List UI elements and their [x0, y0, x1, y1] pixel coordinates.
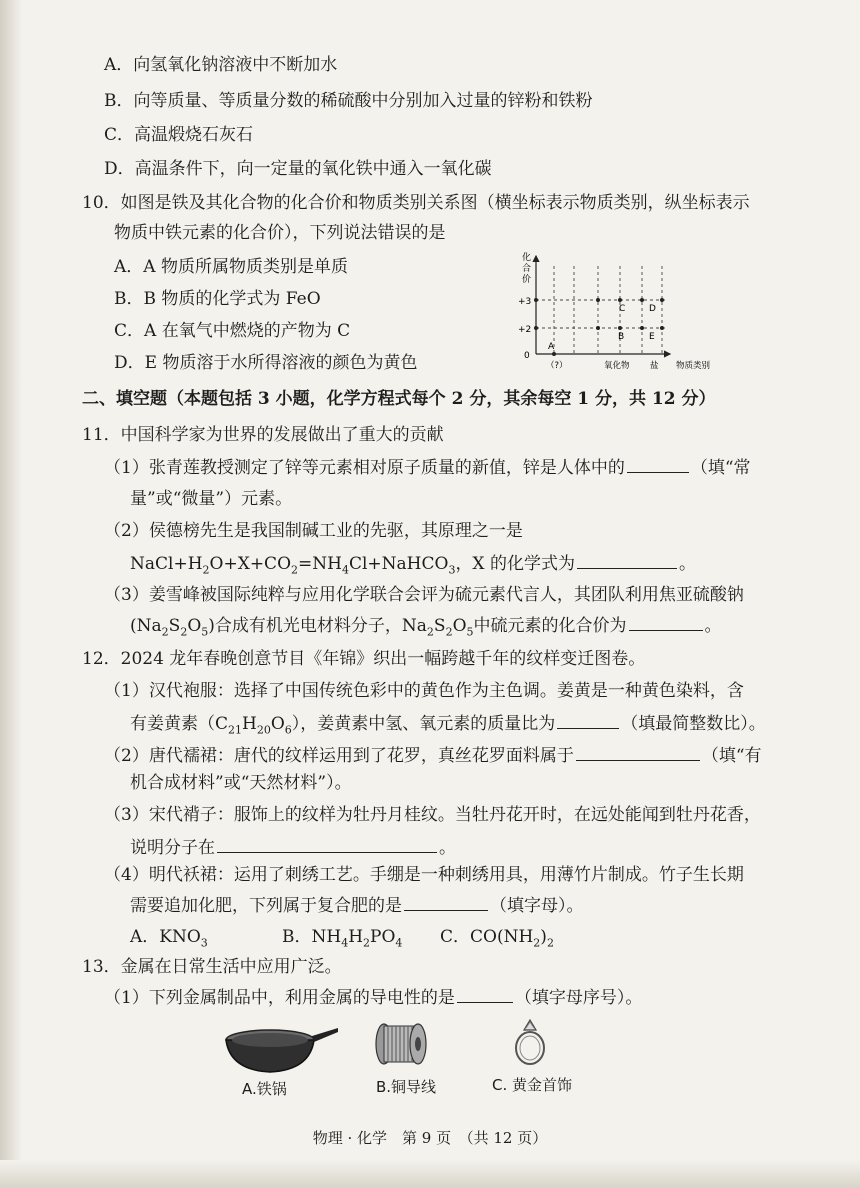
- q11-part1-line2: 量”或“微量”）元素。: [130, 489, 293, 509]
- dot-e-col: [640, 326, 644, 330]
- q11-part2-equation: $NaCl+H_2O+X+CO_2=NH_4Cl+NaHCO_3$，X 的化学式为 。: [130, 554, 696, 577]
- point-label-c: C: [619, 304, 626, 314]
- q10-stem-line1: 10．如图是铁及其化合物的化合价和物质类别关系图（横坐标表示物质类别，纵坐标表示: [82, 193, 750, 213]
- point-label-b: B: [618, 332, 625, 342]
- dot-y-plus3: [534, 298, 538, 302]
- q10-stem-line2: 物质中铁元素的化合价），下列说法错误的是: [114, 223, 446, 243]
- q12-part4-line1: （4）明代袄裙：运用了刺绣工艺。手绷是一种刺绣用具，用薄竹片制成。竹子生长期: [104, 865, 744, 885]
- q12-option-c: C．$CO(NH_2)_2$: [440, 927, 554, 950]
- y-tick-plus2: +2: [518, 325, 532, 335]
- x-label-unknown: （?）: [546, 361, 568, 371]
- answer-blank-12-4[interactable]: [404, 894, 488, 911]
- x-label-salt: 盐: [650, 361, 659, 371]
- page-shadow-left: [0, 0, 22, 1188]
- q9-option-c: C．高温煅烧石灰石: [104, 125, 254, 145]
- q12-option-a: A．$KNO_3$: [130, 927, 208, 950]
- y-tick-zero: 0: [524, 351, 530, 361]
- q9-option-b: B．向等质量、等质量分数的稀硫酸中分别加入过量的锌粉和铁粉: [104, 91, 593, 111]
- q12-part2-line2: 机合成材料”或“天然材料”）。: [130, 773, 352, 793]
- q11-stem: 11．中国科学家为世界的发展做出了重大的贡献: [82, 425, 444, 445]
- section-heading: 二、填空题（本题包括 3 小题，化学方程式每个 2 分，其余每空 1 分，共 12 分）: [82, 389, 716, 409]
- q12-part1-line1: （1）汉代袍服：选择了中国传统色彩中的黄色作为主色调。姜黄是一种黄色染料，含: [104, 681, 744, 701]
- page-shadow-bottom: [0, 1160, 860, 1188]
- caption-c: C. 黄金首饰: [492, 1076, 573, 1094]
- y-axis-title-char2: 合: [522, 264, 532, 274]
- answer-blank-11-1[interactable]: [627, 456, 689, 473]
- dot-e: [660, 326, 664, 330]
- x-axis-title: 物质类别: [676, 361, 711, 371]
- answer-blank-12-2[interactable]: [576, 744, 700, 761]
- answer-blank-13-1[interactable]: [457, 986, 513, 1003]
- q11-part1-hint: （填“常: [690, 458, 751, 478]
- q9-option-a: A．向氢氧化钠溶液中不断加水: [104, 55, 338, 75]
- point-label-d: D: [649, 304, 656, 314]
- dot-b: [618, 326, 622, 330]
- q12-stem: 12．2024 龙年春晚创意节目《年锦》织出一幅跨越千年的纹样变迁图卷。: [82, 649, 646, 669]
- y-axis-title-char3: 价: [522, 275, 532, 285]
- y-axis-title-char1: 化: [522, 253, 532, 263]
- answer-blank-12-3[interactable]: [217, 836, 437, 853]
- q11-part2-line1: （2）侯德榜先生是我国制碱工业的先驱，其原理之一是: [104, 521, 523, 541]
- q12-part2-line1: （2）唐代襦裙：唐代的纹样运用到了花罗，真丝花罗面料属于 （填“有: [104, 746, 762, 766]
- dot-d-col: [640, 298, 644, 302]
- q11-part3-line1: （3）姜雪峰被国际纯粹与应用化学联合会评为硫元素代言人，其团队利用焦亚硫酸钠: [104, 585, 744, 605]
- answer-blank-12-1[interactable]: [557, 712, 619, 729]
- q12-part4-line2: 需要追加化肥，下列属于复合肥的是 （填字母）。: [130, 896, 584, 916]
- gold-ring-image: [508, 1016, 552, 1068]
- q12-part3-line2: 说明分子在 。: [130, 838, 456, 858]
- page-footer: 物理 · 化学 第 9 页 （共 12 页）: [312, 1129, 548, 1147]
- answer-blank-11-2[interactable]: [577, 552, 677, 569]
- q13-part1-line: （1）下列金属制品中，利用金属的导电性的是 （填字母序号）。: [104, 988, 643, 1008]
- dot-a: [552, 352, 556, 356]
- caption-a: A.铁锅: [242, 1080, 287, 1098]
- copper-wire-spool-image: [372, 1020, 432, 1068]
- q13-stem: 13．金属在日常生活中应用广泛。: [82, 957, 342, 977]
- q11-part3-line2: $(Na_2S_2O_5)$合成有机光电材料分子，$Na_2S_2O_5$中硫元素的化合价为 。: [130, 616, 722, 639]
- q10-option-c: C．A 在氧气中燃烧的产物为 C: [114, 321, 351, 341]
- point-label-e: E: [649, 332, 655, 342]
- q10-option-d: D．E 物质溶于水所得溶液的颜色为黄色: [114, 353, 418, 373]
- answer-blank-11-3[interactable]: [629, 614, 703, 631]
- x-label-oxide: 氧化物: [604, 361, 630, 371]
- q11-part1-text: （1）张青莲教授测定了锌等元素相对原子质量的新值，锌是人体中的: [104, 458, 625, 478]
- caption-b: B.铜导线: [376, 1078, 437, 1096]
- q11-part1-line1: [104, 456, 751, 479]
- iron-valence-diagram: [512, 250, 732, 375]
- q10-option-a: A．A 物质所属物质类别是单质: [114, 257, 348, 277]
- q12-part3-line1: （3）宋代褙子：服饰上的纹样为牡丹月桂纹。当牡丹花开时，在远处能闻到牡丹花香，: [104, 805, 761, 825]
- iron-wok-image: [220, 1018, 340, 1076]
- dot-c-col: [596, 298, 600, 302]
- dot-y-plus2: [534, 326, 538, 330]
- q12-part1-line2: 有姜黄素$(C_{21}H_{20}O_6)$，姜黄素中氢、氧元素的质量比为 （填最简整数比）。: [130, 714, 766, 737]
- dot-b-col: [596, 326, 600, 330]
- dot-c: [618, 298, 622, 302]
- q9-option-d: D．高温条件下，向一定量的氧化铁中通入一氧化碳: [104, 159, 492, 179]
- q10-option-b: B．B 物质的化学式为 FeO: [114, 289, 321, 309]
- y-tick-plus3: +3: [518, 297, 532, 307]
- point-label-a: A: [548, 342, 555, 352]
- q12-option-b: B．$NH_4H_2PO_4$: [282, 927, 403, 950]
- dot-d: [660, 298, 664, 302]
